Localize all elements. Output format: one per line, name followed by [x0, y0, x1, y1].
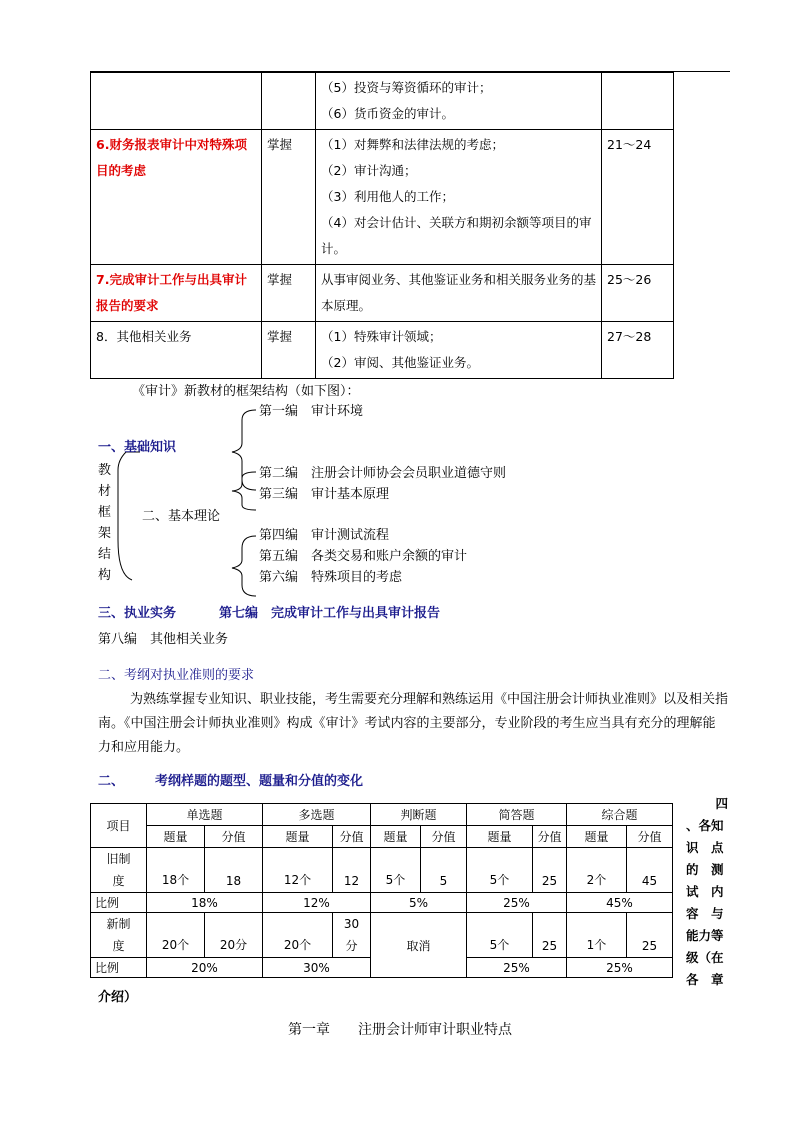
- item-line: （3）利用他人的工作；: [321, 189, 454, 204]
- book-2: 第二编 注册会计师协会会员职业道德守则: [259, 466, 507, 481]
- vertical-char: 结: [98, 547, 112, 562]
- vertical-char: 材: [98, 484, 112, 499]
- book-6: 第六编 特殊项目的考虑: [259, 570, 403, 585]
- side-note: [686, 793, 728, 991]
- level-cell: [262, 73, 316, 130]
- topic-cell: [91, 73, 262, 130]
- sub-header: 题量: [147, 826, 205, 848]
- part-2-heading: 二、基本理论: [142, 509, 221, 524]
- table-row: [91, 826, 673, 848]
- topic-cell: 8．其他相关业务: [91, 322, 262, 379]
- row-label: 旧制度: [91, 848, 147, 893]
- table-cell: 20分: [205, 913, 263, 958]
- items-cell: [316, 73, 602, 130]
- item-line: （4）对会计估计、关联方和期初余额等项目的审计。: [321, 215, 592, 256]
- type-header: 判断题: [371, 804, 467, 826]
- side-note-line: 的 测: [686, 862, 724, 877]
- ratio-cell: 30%: [263, 958, 371, 978]
- item-line: 从事审阅业务、其他鉴证业务和相关服务业务的基本原理。: [321, 272, 597, 313]
- framework-intro: 《审计》新教材的框架结构（如下图）：: [132, 384, 360, 399]
- ratio-cell: 25%: [467, 893, 567, 913]
- section-heading: 考纲样题的题型、题量和分值的变化: [155, 774, 364, 789]
- book-1: 第一编 审计环境: [259, 404, 364, 419]
- cancelled-cell: 取消: [371, 913, 467, 978]
- chapter-cell: 21～24: [602, 130, 674, 265]
- level-cell: 掌握: [262, 322, 316, 379]
- vertical-char: 框: [98, 505, 112, 520]
- part-3-heading: 三、执业实务: [98, 606, 177, 621]
- side-note-tail: 介绍）: [98, 990, 138, 1005]
- table-cell: 5个: [467, 848, 533, 893]
- chapter-title: 第一章 注册会计师审计职业特点: [288, 1022, 512, 1038]
- topic-cell: 7.完成审计工作与出具审计报告的要求: [91, 265, 262, 322]
- score-table: [90, 803, 673, 978]
- type-header: 综合题: [567, 804, 673, 826]
- item-line: （2）审阅、其他鉴证业务。: [321, 355, 479, 370]
- table-cell: 25: [533, 848, 567, 893]
- chapter-cell: 27～28: [602, 322, 674, 379]
- type-header: 多选题: [263, 804, 371, 826]
- vertical-char: 架: [98, 526, 112, 541]
- section-number: 二、: [98, 774, 125, 789]
- book-5: 第五编 各类交易和账户余额的审计: [259, 549, 468, 564]
- sub-header: 题量: [467, 826, 533, 848]
- table-cell: 25: [627, 913, 673, 958]
- table-row: [91, 804, 673, 826]
- table-row: [91, 322, 674, 379]
- items-cell: [316, 322, 602, 379]
- ratio-cell: 25%: [567, 958, 673, 978]
- level-cell: 掌握: [262, 265, 316, 322]
- sub-header: 题量: [263, 826, 333, 848]
- side-note-line: 识 点: [686, 840, 724, 855]
- side-note-line: 试 内: [686, 884, 724, 899]
- table-row: [91, 893, 673, 913]
- table-row: [91, 913, 673, 958]
- side-note-line: 容 与: [686, 906, 724, 921]
- sub-header: 分值: [205, 826, 263, 848]
- sub-header: 分值: [421, 826, 467, 848]
- vertical-char: 教: [98, 463, 112, 478]
- side-note-line: 能力等: [686, 928, 724, 943]
- section-paragraph: 为熟练掌握专业知识、职业技能，考生需要充分理解和熟练运用《中国注册会计师执业准则》以及相关指南。《中国注册会计师执业准则》构成《审计》考试内容的主要部分，专业阶段的考生应当具有充分的理解能力和应用能力。: [98, 692, 729, 755]
- part-1-heading: 一、基础知识: [98, 440, 177, 455]
- side-note-line: 、各知: [686, 818, 724, 833]
- ratio-cell: 18%: [147, 893, 263, 913]
- sub-header: 分值: [533, 826, 567, 848]
- vertical-label: [98, 460, 114, 586]
- table-row: [91, 130, 674, 265]
- sub-header: 题量: [567, 826, 627, 848]
- sub-header: 分值: [333, 826, 371, 848]
- table-cell: 5个: [371, 848, 421, 893]
- item-line: （1）特殊审计领域；: [321, 329, 442, 344]
- row-label: 新制度: [91, 913, 147, 958]
- table-cell: 12个: [263, 848, 333, 893]
- table-cell: 20个: [147, 913, 205, 958]
- table-cell: 2个: [567, 848, 627, 893]
- item-line: （5）投资与筹资循环的审计；: [321, 80, 492, 95]
- table-row: [91, 73, 674, 130]
- table-row: [91, 265, 674, 322]
- side-note-line: 四: [715, 796, 728, 811]
- syllabus-table: [90, 72, 674, 379]
- type-header: 单选题: [147, 804, 263, 826]
- row-label: 比例: [91, 893, 147, 913]
- book-8: 第八编 其他相关业务: [98, 632, 229, 647]
- table-cell: 5个: [467, 913, 533, 958]
- item-line: （2）审计沟通；: [321, 163, 417, 178]
- ratio-cell: 20%: [147, 958, 263, 978]
- side-note-line: 各 章: [686, 972, 724, 987]
- side-note-line: 级（在: [686, 950, 724, 965]
- item-line: （1）对舞弊和法律法规的考虑；: [321, 137, 504, 152]
- table-row: [91, 848, 673, 893]
- sub-header: 题量: [371, 826, 421, 848]
- ratio-cell: 5%: [371, 893, 467, 913]
- chapter-cell: 25～26: [602, 265, 674, 322]
- items-cell: [316, 130, 602, 265]
- ratio-cell: 12%: [263, 893, 371, 913]
- topic-cell: 6.财务报表审计中对特殊项目的考虑: [91, 130, 262, 265]
- section-heading: 二、考纲对执业准则的要求: [98, 668, 255, 683]
- table-cell: 5: [421, 848, 467, 893]
- items-cell: [316, 265, 602, 322]
- table-cell: 18: [205, 848, 263, 893]
- book-3: 第三编 审计基本原理: [259, 487, 390, 502]
- type-header: 简答题: [467, 804, 567, 826]
- table-cell: 12: [333, 848, 371, 893]
- ratio-cell: 25%: [467, 958, 567, 978]
- row-label: 比例: [91, 958, 147, 978]
- table-cell: 20个: [263, 913, 333, 958]
- chapter-cell: [602, 73, 674, 130]
- book-7: 第七编 完成审计工作与出具审计报告: [219, 606, 441, 621]
- ratio-cell: 45%: [567, 893, 673, 913]
- table-cell: 45: [627, 848, 673, 893]
- sub-header: 分值: [627, 826, 673, 848]
- table-cell: 18个: [147, 848, 205, 893]
- book-4: 第四编 审计测试流程: [259, 528, 390, 543]
- table-cell: 1个: [567, 913, 627, 958]
- item-line: （6）货币资金的审计。: [321, 106, 454, 121]
- vertical-char: 构: [98, 568, 112, 583]
- level-cell: 掌握: [262, 130, 316, 265]
- project-header: 项目: [91, 804, 147, 848]
- table-cell: 25: [533, 913, 567, 958]
- table-cell: 30分: [333, 913, 371, 958]
